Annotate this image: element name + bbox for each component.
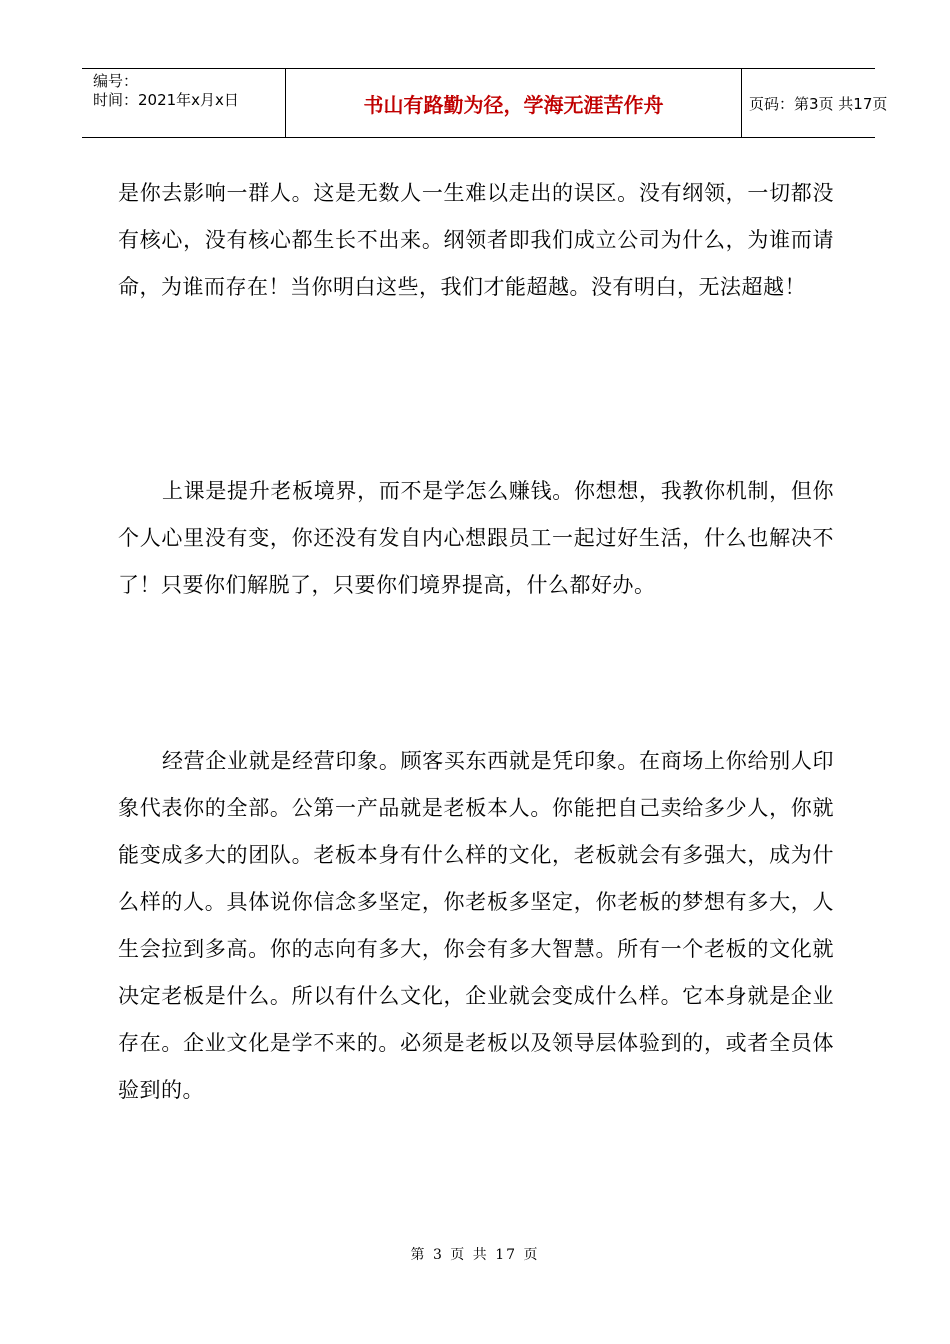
- document-date-label: 时间：2021年x月x日: [93, 91, 239, 109]
- document-number-label: 编号：: [93, 72, 139, 90]
- header-page-info: 页码：第3页 共17页: [749, 95, 888, 113]
- header-motto-cell: [285, 69, 742, 137]
- body-paragraph-3: 经营企业就是经营印象。顾客买东西就是凭印象。在商场上你给别人印象代表你的全部。公第一产品就是老板本人。你能把自己卖给多少人，你就能变成多大的团队。老板本身有什么样的文化，老板就会有多强大，成为什么样的人。具体说你信念多坚定，你老板多坚定，你老板的梦想有多大，人生会拉到多高。你的志向有多大，你会有多大智慧。所有一个老板的文化就决定老板是什么。所以有什么文化，企业就会变成什么样。它本身就是企业存在。企业文化是学不来的。必须是老板以及领导层体验到的，或者全员体验到的。: [118, 749, 834, 1102]
- page-footer: 第 3 页 共 17 页: [410, 1247, 540, 1263]
- header-meta-cell: [82, 69, 285, 137]
- header-motto: 书山有路勤为径，学海无涯苦作舟: [363, 93, 664, 117]
- header-page-cell: [742, 69, 888, 137]
- page-header: [82, 68, 888, 138]
- body-paragraph-1: 是你去影响一群人。这是无数人一生难以走出的误区。没有纲领，一切都没有核心，没有核心都生长不出来。纲领者即我们成立公司为什么，为谁而请命，为谁而存在！当你明白这些，我们才能超越。没有明白，无法超越！: [118, 181, 834, 299]
- body-paragraph-2: 上课是提升老板境界，而不是学怎么赚钱。你想想，我教你机制，但你个人心里没有变，你还没有发自内心想跟员工一起过好生活，什么也解决不了！只要你们解脱了，只要你们境界提高，什么都好办。: [118, 479, 834, 597]
